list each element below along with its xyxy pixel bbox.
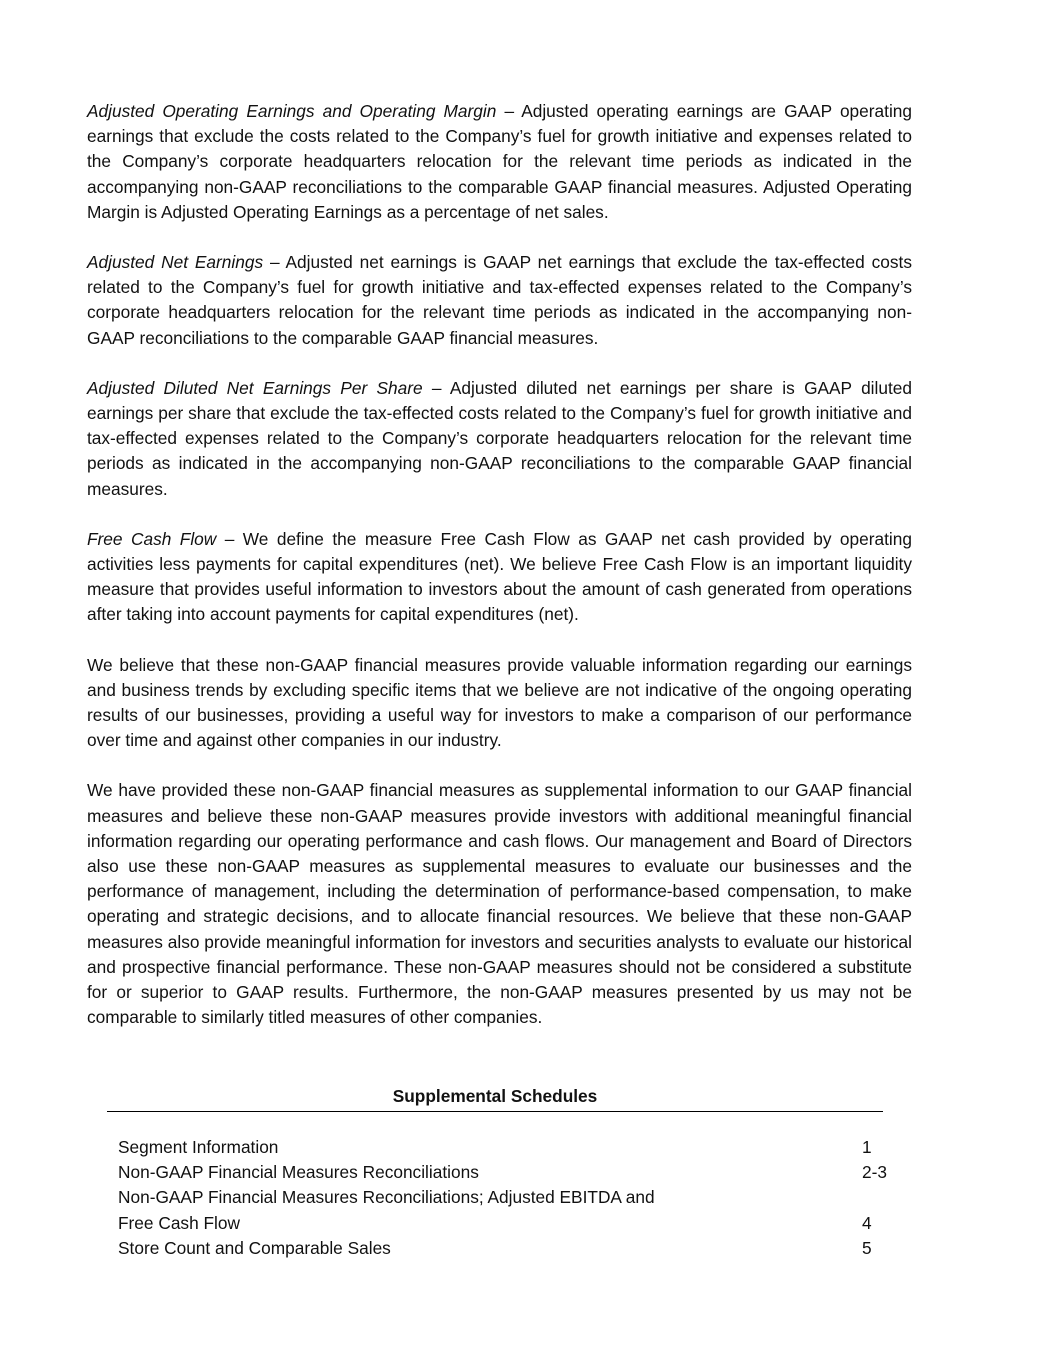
schedule-label: Non-GAAP Financial Measures Reconciliations	[118, 1162, 479, 1183]
schedule-label: Segment Information	[118, 1137, 279, 1157]
definition-text: – Adjusted net earnings is GAAP net earnings that exclude the tax-effected costs related to the Company’s fuel for growth initiative and tax-effected expenses related to the Company’s corporate headquarters relocation for the relevant time periods as indicated in the accompanying non-GAAP reconciliations to the comparable GAAP financial measures.	[87, 252, 912, 348]
schedule-row	[118, 1211, 893, 1236]
schedule-label: Free Cash Flow	[118, 1212, 240, 1233]
definition-free-cash-flow	[87, 527, 912, 628]
schedule-row	[118, 1236, 893, 1261]
term-label: Adjusted Operating Earnings and Operating Margin	[87, 101, 497, 121]
schedule-label: Store Count and Comparable Sales	[118, 1237, 391, 1258]
definition-adjusted-operating-earnings	[87, 99, 912, 225]
term-label: Free Cash Flow	[87, 528, 217, 549]
schedule-page: 4	[862, 1212, 872, 1233]
schedule-page: 5	[862, 1237, 872, 1258]
schedule-row	[118, 1160, 893, 1185]
schedule-label: Non-GAAP Financial Measures Reconciliations; Adjusted EBITDA and	[118, 1187, 655, 1208]
supplemental-schedules-heading: Supplemental Schedules	[392, 1086, 598, 1106]
paragraph-non-gaap-usage	[87, 778, 912, 1030]
definition-adjusted-net-earnings	[87, 250, 912, 351]
schedule-row	[118, 1135, 893, 1160]
term-label: Adjusted Net Earnings	[87, 252, 264, 273]
schedule-page: 1	[862, 1137, 872, 1157]
paragraph-non-gaap-value	[87, 653, 912, 754]
definition-text: – Adjusted diluted net earnings per share is GAAP diluted earnings per share that exclude the tax-effected costs related to the Company’s fuel for growth initiative and tax-effected expenses related to the Company’s corporate headquarters relocation for the relevant time periods as indicated in the accompanying non-GAAP reconciliations to the comparable GAAP financial measures.	[87, 377, 912, 499]
term-label: Adjusted Diluted Net Earnings Per Share	[87, 377, 423, 398]
definition-adjusted-diluted-eps	[87, 376, 912, 502]
paragraph-text: We have provided these non-GAAP financial measures as supplemental information to our GAAP financial measures and believe these non-GAAP measures provide investors with additional meaningful financial information regarding our operating performance and cash flows. Our management and Board of Directors also use these non-GAAP measures as supplemental measures to evaluate our businesses and the performance of management, including the determination of performance-based compensation, to make operating and strategic decisions, and to allocate financial resources. We believe that these non-GAAP measures also provide meaningful information for investors and securities analysts to evaluate our historical and prospective financial performance. These non-GAAP measures should not be considered a substitute for or superior to GAAP results. Furthermore, the non-GAAP measures presented by us may not be comparable to similarly titled measures of other companies.	[87, 780, 912, 1028]
schedule-page: 2-3	[862, 1162, 887, 1183]
schedule-row	[118, 1185, 893, 1210]
document-body	[87, 99, 912, 1056]
heading-divider	[107, 1111, 883, 1112]
paragraph-text: We believe that these non-GAAP financial measures provide valuable information regarding our earnings and business trends by excluding specific items that we believe are not indicative of the ongoing operating results of our businesses, providing a useful way for investors to make a comparison of our performance over time and against other companies in our industry.	[87, 654, 912, 751]
definition-text: – Adjusted operating earnings are GAAP operating earnings that exclude the costs related to the Company’s fuel for growth initiative and expenses related to the Company’s corporate headquarters relocation for the relevant time periods as indicated in the accompanying non-GAAP reconciliations to the comparable GAAP financial measures. Adjusted Operating Margin is Adjusted Operating Earnings as a percentage of net sales.	[87, 101, 912, 222]
definition-text: – We define the measure Free Cash Flow as GAAP net cash provided by operating activities less payments for capital expenditures (net). We believe Free Cash Flow is an important liquidity measure that provides useful information to investors about the amount of cash generated from operations after taking into account payments for capital expenditures (net).	[87, 528, 912, 625]
schedule-list	[118, 1135, 893, 1261]
